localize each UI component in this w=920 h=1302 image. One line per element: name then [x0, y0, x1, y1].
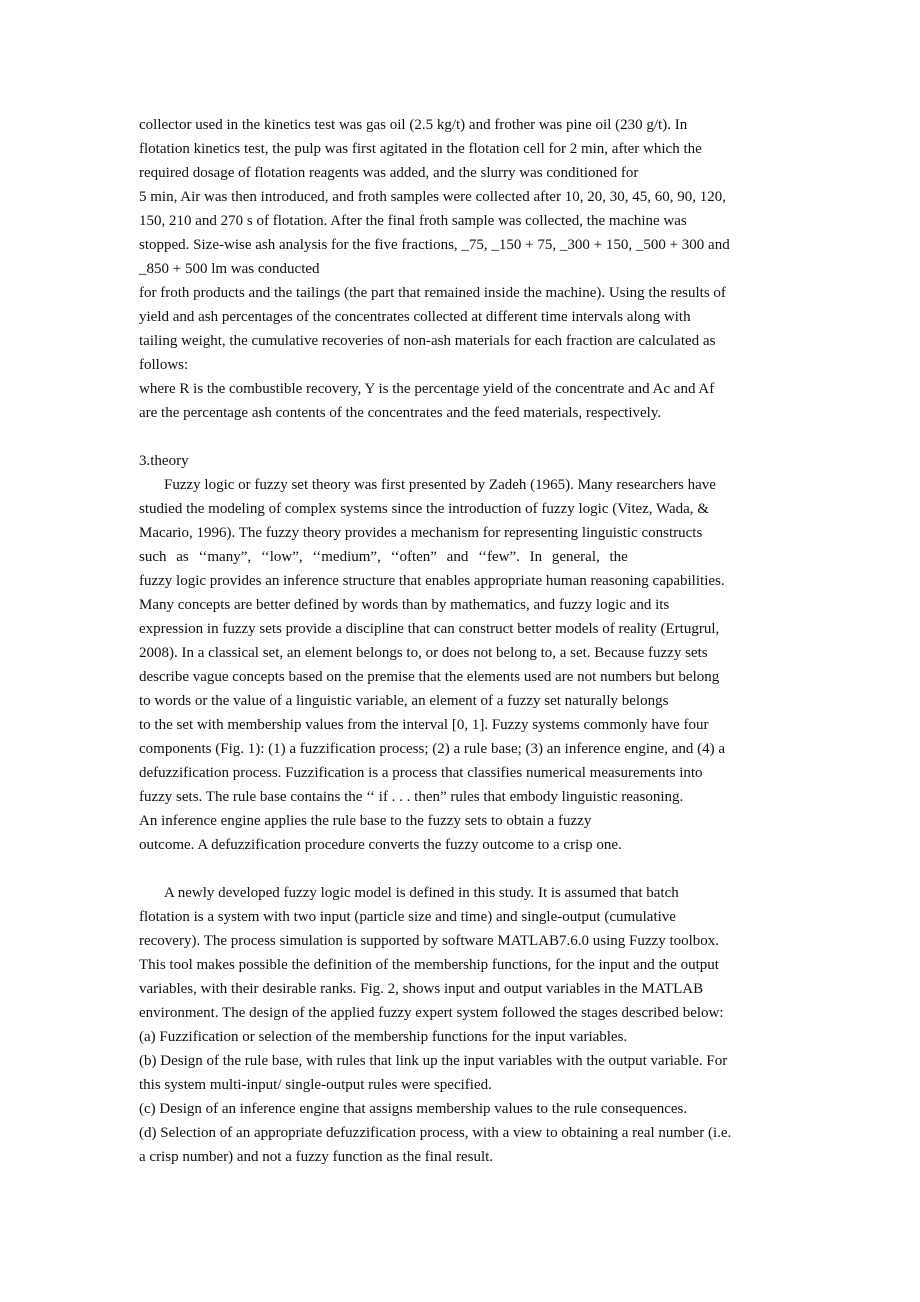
text-line: Macario, 1996). The fuzzy theory provides a mechanism for representing linguistic constructs	[139, 525, 703, 541]
text-line: to the set with membership values from the interval [0, 1]. Fuzzy systems commonly have four	[139, 717, 709, 733]
text-line: to words or the value of a linguistic variable, an element of a fuzzy set naturally belongs	[139, 693, 669, 709]
text-line: _850 + 500 lm was conducted	[139, 261, 320, 277]
text-line: 5 min, Air was then introduced, and froth samples were collected after 10, 20, 30, 45, 60, 90, 120,	[139, 189, 726, 205]
text-line: 150, 210 and 270 s of flotation. After the final froth sample was collected, the machine was	[139, 213, 687, 229]
text-line: follows:	[139, 357, 189, 373]
text-line: stopped. Size-wise ash analysis for the five fractions, _75, _150 + 75, _300 + 150, _500 + 300 and	[139, 237, 730, 253]
text-line: collector used in the kinetics test was gas oil (2.5 kg/t) and frother was pine oil (230 g/t). In	[139, 117, 688, 133]
text-line: a crisp number) and not a fuzzy function as the final result.	[139, 1149, 494, 1165]
text-line: fuzzy logic provides an inference structure that enables appropriate human reasoning capabilities.	[139, 573, 725, 589]
text-line: studied the modeling of complex systems since the introduction of fuzzy logic (Vitez, Wada, &	[139, 501, 709, 517]
text-line: An inference engine applies the rule base to the fuzzy sets to obtain a fuzzy	[139, 813, 592, 829]
text-line: defuzzification process. Fuzzification is a process that classifies numerical measurements into	[139, 765, 703, 781]
text-line: environment. The design of the applied fuzzy expert system followed the stages described below:	[139, 1005, 724, 1021]
text-line: variables, with their desirable ranks. Fig. 2, shows input and output variables in the MATLAB	[139, 981, 704, 997]
text-line: components (Fig. 1): (1) a fuzzification process; (2) a rule base; (3) an inference engine, and (4) a	[139, 741, 726, 757]
text-line: tailing weight, the cumulative recoveries of non-ash materials for each fraction are calculated as	[139, 333, 716, 349]
text-line: are the percentage ash contents of the concentrates and the feed materials, respectively.	[139, 405, 662, 421]
text-line: This tool makes possible the definition of the membership functions, for the input and the output	[139, 957, 719, 973]
section-heading: 3.theory	[139, 453, 189, 469]
text-line: outcome. A defuzzification procedure converts the fuzzy outcome to a crisp one.	[139, 837, 622, 853]
text-line: for froth products and the tailings (the part that remained inside the machine). Using the results of	[139, 285, 726, 301]
text-line: required dosage of flotation reagents was added, and the slurry was conditioned for	[139, 165, 639, 181]
text-line: where R is the combustible recovery, Y is the percentage yield of the concentrate and Ac and Af	[139, 381, 715, 397]
text-line: A newly developed fuzzy logic model is defined in this study. It is assumed that batch	[164, 885, 679, 901]
text-line: flotation kinetics test, the pulp was first agitated in the flotation cell for 2 min, after which the	[139, 141, 702, 157]
text-line: Many concepts are better defined by words than by mathematics, and fuzzy logic and its	[139, 597, 670, 613]
text-line: recovery). The process simulation is supported by software MATLAB7.6.0 using Fuzzy toolbox.	[139, 933, 720, 949]
text-line: 2008). In a classical set, an element belongs to, or does not belong to, a set. Because fuzzy sets	[139, 645, 708, 661]
text-line: flotation is a system with two input (particle size and time) and single-output (cumulative	[139, 909, 676, 925]
text-line: Fuzzy logic or fuzzy set theory was first presented by Zadeh (1965). Many researchers have	[164, 477, 716, 493]
list-item: (d) Selection of an appropriate defuzzification process, with a view to obtaining a real number (i.e.	[139, 1125, 732, 1141]
list-item: (b) Design of the rule base, with rules that link up the input variables with the output variable. For	[139, 1053, 728, 1069]
text-line: expression in fuzzy sets provide a discipline that can construct better models of reality (Ertugrul,	[139, 621, 720, 637]
text-line: this system multi-input/ single-output rules were specified.	[139, 1077, 492, 1093]
text-line: yield and ash percentages of the concentrates collected at different time intervals along with	[139, 309, 691, 325]
list-item: (a) Fuzzification or selection of the membership functions for the input variables.	[139, 1029, 628, 1045]
text-line: such as ‘‘many”, ‘‘low”, ‘‘medium”, ‘‘often” and ‘‘few”. In general, the	[139, 549, 628, 565]
text-line: fuzzy sets. The rule base contains the ‘‘ if . . . then” rules that embody linguistic reasoning.	[139, 789, 684, 805]
text-line: describe vague concepts based on the premise that the elements used are not numbers but belong	[139, 669, 720, 685]
list-item: (c) Design of an inference engine that assigns membership values to the rule consequences.	[139, 1101, 688, 1117]
